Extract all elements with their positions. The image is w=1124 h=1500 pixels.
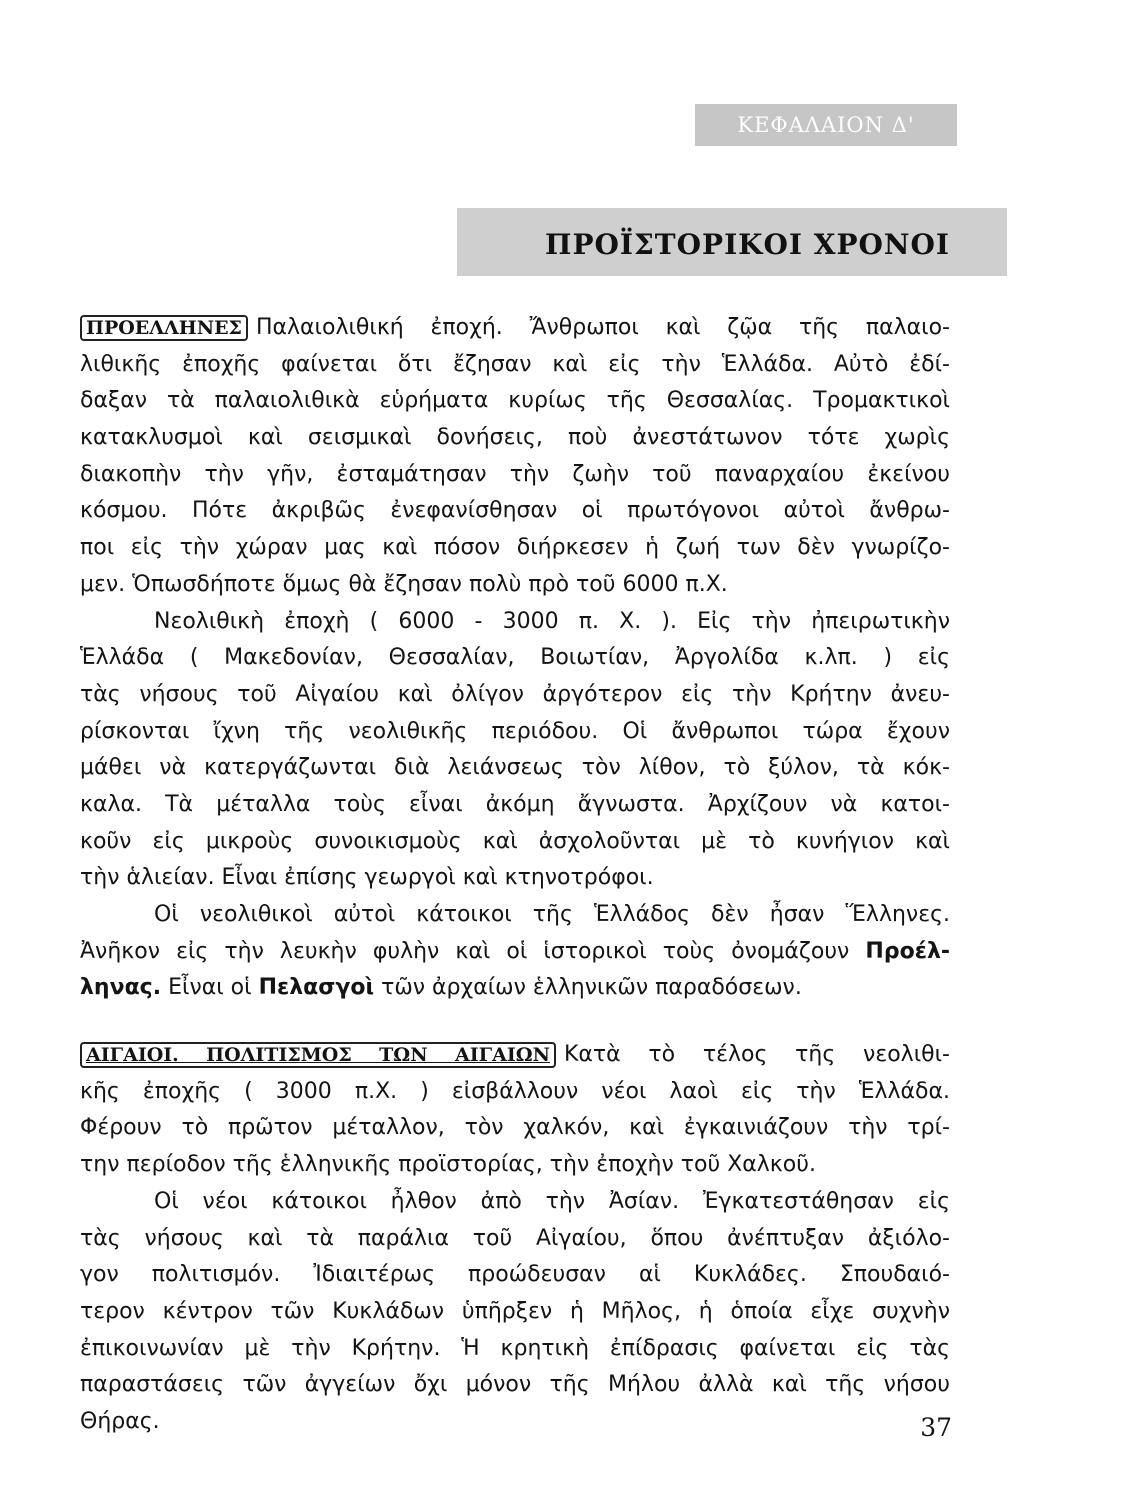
paragraph-line: μεν. Ὁπωσδήποτε ὅμως θὰ ἔζησαν πολὺ πρὸ τοῦ 6000 π.Χ. (80, 571, 728, 597)
paragraph-line: Οἱ νεολιθικοὶ αὐτοὶ κάτοικοι τῆς Ἑλλάδος δὲν ἦσαν Ἕλληνες. (154, 902, 950, 927)
paragraph-line: ρίσκονται ἴχνη τῆς νεολιθικῆς περιόδου. Οἱ ἄνθρωποι τώρα ἔχουν (80, 718, 950, 744)
paragraph-line: Φέρουν τὸ πρῶτον μέταλλον, τὸν χαλκόν, καὶ ἐγκαινιάζουν τὴν τρί- (80, 1115, 950, 1141)
paragraph-line: κατακλυσμοὶ καὶ σεισμικαὶ δονήσεις, ποὺ ἀνεστάτωνον τότε χωρὶς (80, 425, 950, 451)
paragraph-line: κῆς ἐποχῆς ( 3000 π.Χ. ) εἰσβάλλουν νέοι λαοὶ εἰς τὴν Ἑλλάδα. (80, 1078, 950, 1104)
paragraph-line: κόσμου. Πότε ἀκριβῶς ἐνεφανίσθησαν οἱ πρωτόγονοι αὐτοὶ ἄνθρω- (80, 498, 950, 524)
paragraph-line: Εἶναι οἱ (168, 975, 252, 1001)
paragraph-line: τὴν ἁλιείαν. Εἶναι ἐπίσης γεωργοὶ καὶ κτηνοτρόφοι. (80, 865, 654, 891)
paragraph-line: Νεολιθικὴ ἐποχὴ ( 6000 - 3000 π. Χ. ). Εἰς τὴν ἠπειρωτικὴν (154, 608, 950, 634)
paragraph-line: την περίοδον τῆς ἑλληνικῆς προϊστορίας, τὴν ἐποχὴν τοῦ Χαλκοῦ. (80, 1152, 816, 1178)
paragraph-line: καλα. Τὰ μέταλλα τοὺς εἶναι ἀκόμη ἄγνωστα. Ἀρχίζουν νὰ κατοι- (80, 791, 950, 817)
paragraph-line: μάθει νὰ κατεργάζωνται διὰ λειάνσεως τὸν λίθον, τὸ ξύλον, τὰ κόκ- (80, 755, 950, 781)
paragraph-line: λιθικῆς ἐποχῆς φαίνεται ὅτι ἔζησαν καὶ εἰς τὴν Ἑλλάδα. Αὐτὸ ἐδί- (80, 351, 950, 377)
paragraph-line: γον πολιτισμόν. Ἰδιαιτέρως προώδευσαν αἱ Κυκλάδες. Σπουδαιό- (80, 1262, 950, 1288)
paragraph-line: Ἑλλάδα ( Μακεδονίαν, Θεσσαλίαν, Βοιωτίαν, Ἀργολίδα κ.λπ. ) εἰς (80, 645, 950, 671)
page-body (80, 310, 950, 1441)
section-label-proellines: ΠΡΟΕΛΛΗΝΕΣ (80, 315, 248, 341)
section-label-aigaioi: ΑΙΓΑΙΟΙ. ΠΟΛΙΤΙΣΜΟΣ ΤΩΝ ΑΙΓΑΙΩΝ (80, 1042, 556, 1068)
paragraph-line: τὰς νήσους τοῦ Αἰγαίου καὶ ὀλίγον ἀργότερον εἰς τὴν Κρήτην ἀνευ- (80, 681, 950, 707)
paragraph-line: Θήρας. (80, 1408, 160, 1434)
chapter-title: ΠΡΟΪΣΤΟΡΙΚΟΙ ΧΡΟΝΟΙ (545, 227, 950, 261)
paragraph-line: δαξαν τὰ παλαιολιθικὰ εὑρήματα κυρίως τῆς Θεσσαλίας. Τρομακτικοὶ (80, 388, 950, 414)
term-pelasgoi: Πελασγοὶ (258, 975, 375, 1001)
paragraph-line: Κατὰ τὸ τέλος τῆς νεολιθι- (564, 1042, 950, 1068)
paragraph-line: ἐπικοινωνίαν μὲ τὴν Κρήτην. Ἡ κρητικὴ ἐπίδρασις φαίνεται εἰς τὰς (80, 1335, 950, 1361)
section-aigaioi (80, 1037, 950, 1441)
paragraph-line: διακοπὴν τὴν γῆν, ἐσταμάτησαν τὴν ζωὴν τοῦ παναρχαίου ἐκείνου (80, 461, 950, 487)
paragraph-line: παραστάσεις τῶν ἀγγείων ὄχι μόνον τῆς Μήλου ἀλλὰ καὶ τῆς νήσου (80, 1372, 950, 1398)
paragraph-line: τερον κέντρον τῶν Κυκλάδων ὑπῆρξεν ἡ Μῆλος, ἡ ὁποία εἶχε συχνὴν (80, 1298, 950, 1324)
term-proellinas-continued: ληνας. (80, 975, 162, 1001)
paragraph-line: τὰς νήσους καὶ τὰ παράλια τοῦ Αἰγαίου, ὅπου ἀνέπτυξαν ἀξιόλο- (80, 1225, 950, 1251)
paragraph-line: ποι εἰς τὴν χώραν μας καὶ πόσον διήρκεσεν ἡ ζωή των δὲν γνωρίζο- (80, 535, 950, 561)
term-proellinas: Προέλ- (865, 938, 950, 964)
section-proellines (80, 310, 950, 1007)
paragraph-line: Ἀνῆκον εἰς τὴν λευκὴν φυλὴν καὶ οἱ ἱστορικοὶ τοὺς ὀνομάζουν (80, 938, 850, 964)
paragraph-line: Οἱ νέοι κάτοικοι ἦλθον ἀπὸ τὴν Ἀσίαν. Ἐγκατεστάθησαν εἰς (154, 1188, 950, 1214)
paragraph-line: τῶν ἀρχαίων ἑλληνικῶν παραδόσεων. (381, 975, 802, 1001)
paragraph-line: κοῦν εἰς μικροὺς συνοικισμοὺς καὶ ἀσχολοῦνται μὲ τὸ κυνήγιον καὶ (80, 828, 950, 854)
page-number: 37 (920, 1413, 952, 1442)
chapter-label: ΚΕΦΑΛΑΙΟΝ Δ' (695, 104, 957, 146)
paragraph-line: Παλαιολιθική ἐποχή. Ἄνθρωποι καὶ ζῷα τῆς παλαιο- (255, 315, 950, 340)
